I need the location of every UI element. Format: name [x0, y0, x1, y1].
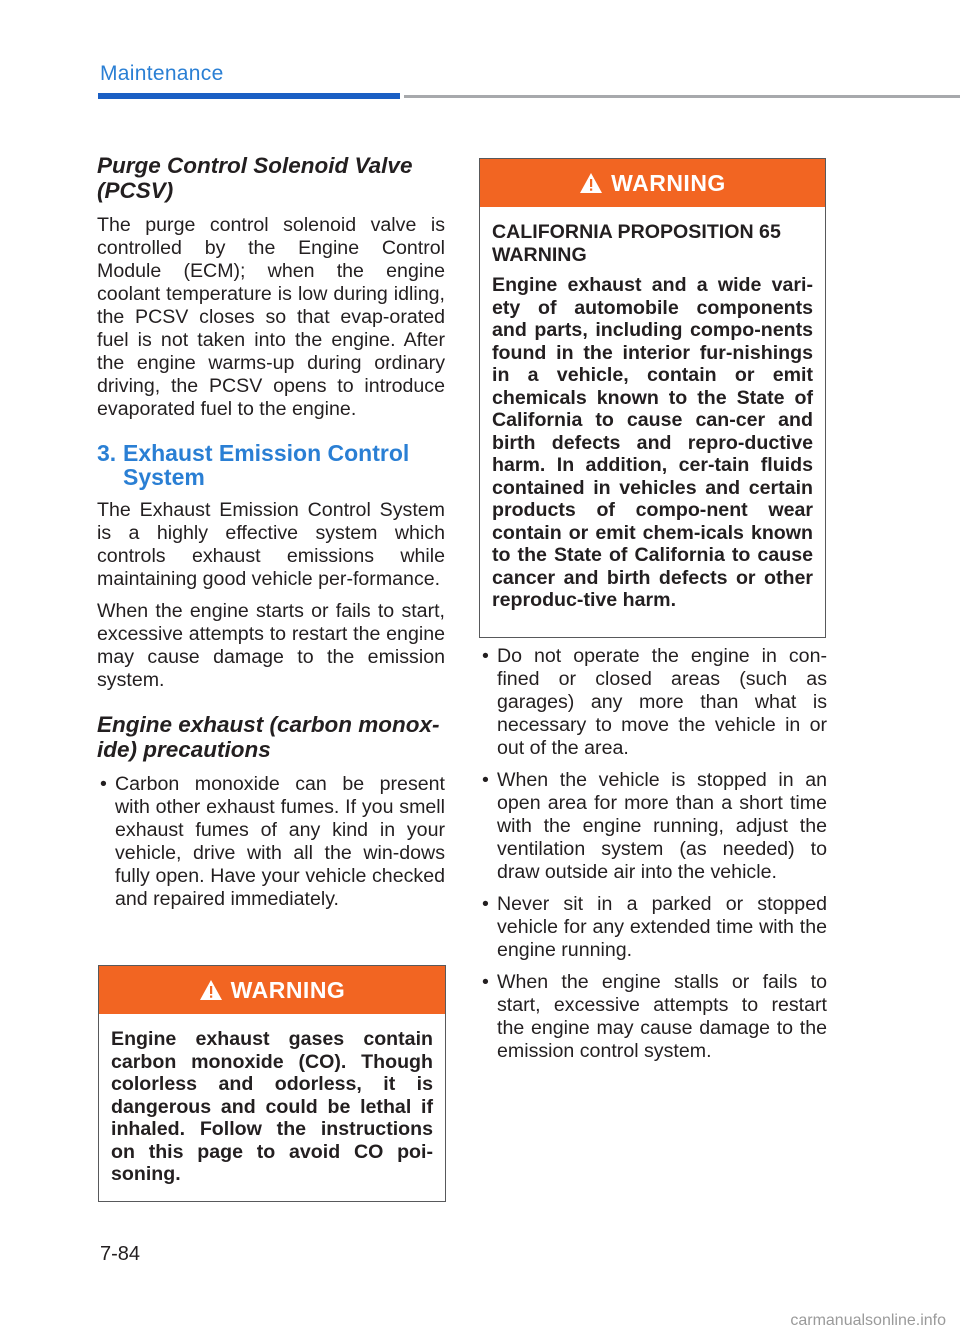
- pcsv-title: Purge Control Solenoid Valve (PCSV): [97, 153, 413, 203]
- section-header: Maintenance: [100, 62, 224, 85]
- warning-body: [480, 207, 825, 624]
- bullet-icon: •: [100, 773, 107, 795]
- section-number: 3.: [97, 440, 117, 466]
- warning-body: [99, 1014, 445, 1198]
- list-item: [479, 971, 827, 1063]
- warning-triangle-icon: [579, 172, 603, 194]
- list-item: [479, 893, 827, 962]
- warning-text: Engine exhaust gases contain carbon monoxide (CO). Though colorless and odorless, it is dangerous and could be lethal if inhaled. Follow the instructions on this page to avoid CO poi-soning.: [111, 1028, 433, 1185]
- list-item: [97, 773, 445, 911]
- list-item-text: When the engine stalls or fails to start, excessive attempts to restart the engine may cause damage to the emission control system.: [497, 971, 827, 1062]
- pcsv-text: The purge control solenoid valve is controlled by the Engine Control Module (ECM); when the engine coolant temperature is low during idling, the PCSV closes so that evap-orated fuel is not taken into the engine. After the engine warms-up during ordinary driving, the PCSV opens to introduce evaporated fuel to the engine.: [97, 214, 445, 420]
- section-3-heading: [97, 441, 445, 489]
- bullet-icon: •: [482, 893, 489, 915]
- list-item: [479, 645, 827, 760]
- left-column: [97, 153, 445, 920]
- warning-text: Engine exhaust and a wide vari-ety of automobile components and parts, including compo-nents found in the interior fur-nishings in a vehicle, contain or emit chemicals known to the State of California to cause can-cer and birth defects and repro-ductive harm. In addition, cer-tain fluids contained in vehicles and certain products of compo-nent wear contain or emit chem-icals known to the State of California to cause cancer and birth defects or other reproduc-tive harm.: [492, 274, 813, 611]
- warning-label: WARNING: [230, 976, 346, 1003]
- warning-label: WARNING: [611, 169, 726, 196]
- list-item-text: Carbon monoxide can be present with other exhaust fumes. If you smell exhaust fumes of any kind in your vehicle, drive with all the win-dows fully open. Have your vehicle checked and repaired immediately.: [115, 773, 445, 910]
- warning-title: CALIFORNIA PROPOSITION 65 WARNING: [492, 221, 781, 266]
- exhaust-precautions-list: [479, 645, 827, 1063]
- watermark: carmanualsonline.info: [790, 1312, 946, 1329]
- bullet-icon: •: [482, 971, 489, 993]
- list-item-text: Never sit in a parked or stopped vehicle for any extended time with the engine running.: [497, 893, 827, 961]
- section-3-paragraph-1: The Exhaust Emission Control System is a highly effective system which controls exhaust emissions while maintaining good vehicle per-formance.: [97, 499, 445, 590]
- section-3-paragraph-2: When the engine starts or fails to start, excessive attempts to restart the engine may cause damage to the emission system.: [97, 600, 445, 691]
- right-column: [479, 645, 827, 1072]
- precautions-title: Engine exhaust (carbon monox-ide) precautions: [97, 712, 440, 762]
- header-rule-gray: [404, 95, 960, 98]
- prop65-warning-box: [479, 158, 826, 638]
- page-number: 7-84: [100, 1243, 141, 1265]
- list-item: [479, 769, 827, 884]
- section-title-line2: System: [123, 464, 205, 490]
- bullet-icon: •: [482, 769, 489, 791]
- section-title-line1: Exhaust Emission Control: [123, 440, 410, 466]
- warning-triangle-icon: [199, 979, 223, 1001]
- list-item-text: Do not operate the engine in con-fined or closed areas (such as garages) any more than what is necessary to move the vehicle in or out of the area.: [497, 645, 827, 759]
- list-item-text: When the vehicle is stopped in an open area for more than a short time with the engine running, adjust the ventilation system (as needed) to draw outside air into the vehicle.: [497, 769, 827, 883]
- bullet-icon: •: [482, 645, 489, 667]
- warning-header: [99, 966, 445, 1014]
- header-rule-blue: [98, 93, 400, 99]
- precautions-list: [97, 773, 445, 911]
- co-warning-box: [98, 965, 446, 1202]
- warning-header: [480, 159, 825, 207]
